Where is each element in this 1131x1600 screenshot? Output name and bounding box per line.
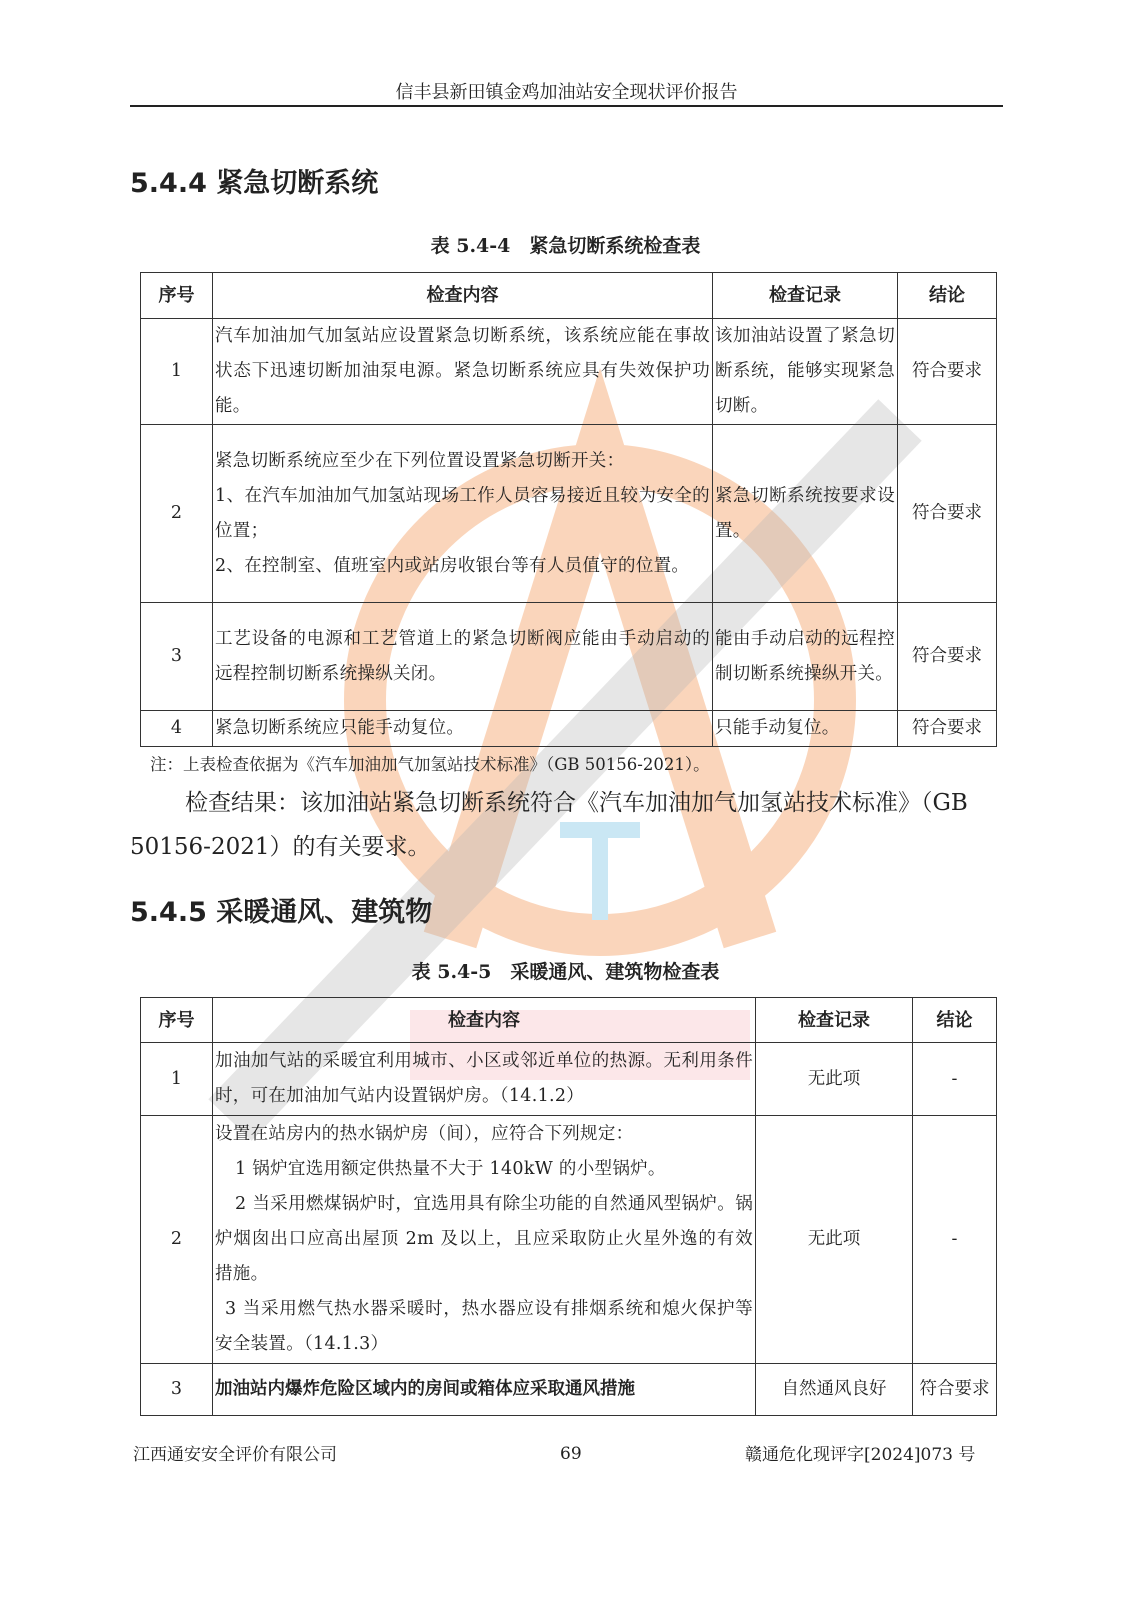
check-result: 符合要求 bbox=[898, 711, 997, 747]
check-record: 无此项 bbox=[756, 1043, 913, 1116]
col-header: 序号 bbox=[141, 998, 213, 1043]
content-line: 2、在控制室、值班室内或站房收银台等有人员值守的位置。 bbox=[215, 555, 690, 576]
content-line: 1 锅炉宜选用额定供热量不大于 140kW 的小型锅炉。 bbox=[235, 1159, 666, 1179]
row-number: 1 bbox=[141, 1043, 213, 1116]
section-heading-5-4-4: 5.4.4 紧急切断系统 bbox=[130, 168, 379, 199]
check-result: 符合要求 bbox=[898, 319, 997, 425]
table-caption-5-4-4: 表 5.4-4 紧急切断系统检查表 bbox=[430, 235, 701, 257]
check-record: 无此项 bbox=[756, 1116, 913, 1364]
check-content bbox=[213, 1116, 756, 1364]
page-number: 69 bbox=[560, 1444, 582, 1464]
header-rule bbox=[130, 105, 1003, 107]
check-content: 汽车加油加气加氢站应设置紧急切断系统，该系统应能在事故状态下迅速切断加油泵电源。紧急切断系统应具有失效保护功能。 bbox=[213, 319, 713, 425]
check-record: 能由手动启动的远程控制切断系统操纵开关。 bbox=[713, 603, 898, 711]
row-number: 2 bbox=[141, 425, 213, 603]
table-caption-5-4-5: 表 5.4-5 采暖通风、建筑物检查表 bbox=[411, 961, 720, 983]
check-content: 工艺设备的电源和工艺管道上的紧急切断阀应能由手动启动的远程控制切断系统操纵关闭。 bbox=[213, 603, 713, 711]
content-line: 3 当采用燃气热水器采暖时，热水器应设有排烟系统和熄火保护等安全装置。（14.1.3） bbox=[215, 1299, 753, 1354]
document-number: 赣通危化现评字[2024]073 号 bbox=[745, 1445, 976, 1465]
check-content: 加油加气站的采暖宜利用城市、小区或邻近单位的热源。无利用条件时，可在加油加气站内设置锅炉房。（14.1.2） bbox=[213, 1043, 756, 1116]
check-content: 紧急切断系统应只能手动复位。 bbox=[213, 711, 713, 747]
table-row bbox=[141, 1043, 997, 1116]
table-row bbox=[141, 319, 997, 425]
row-number: 2 bbox=[141, 1116, 213, 1364]
table-row bbox=[141, 1116, 997, 1364]
content-line: 设置在站房内的热水锅炉房（间），应符合下列规定： bbox=[215, 1124, 634, 1144]
section-heading-5-4-5: 5.4.5 采暖通风、建筑物 bbox=[130, 897, 433, 928]
check-content: 加油站内爆炸危险区域内的房间或箱体应采取通风措施 bbox=[213, 1364, 756, 1416]
col-header: 序号 bbox=[141, 273, 213, 319]
col-header: 检查内容 bbox=[213, 273, 713, 319]
footer-company: 江西通安安全评价有限公司 bbox=[133, 1445, 337, 1465]
table-row bbox=[141, 603, 997, 711]
table-header-row bbox=[141, 273, 997, 319]
table-note: 注：上表检查依据为《汽车加油加气加氢站技术标准》（GB 50156-2021）。 bbox=[150, 755, 710, 774]
row-number: 4 bbox=[141, 711, 213, 747]
table-row bbox=[141, 711, 997, 747]
check-record: 只能手动复位。 bbox=[713, 711, 898, 747]
check-result: - bbox=[913, 1116, 997, 1364]
check-record: 该加油站设置了紧急切断系统，能够实现紧急切断。 bbox=[713, 319, 898, 425]
table-5-4-4 bbox=[140, 272, 997, 747]
table-5-4-5 bbox=[140, 997, 997, 1416]
check-content bbox=[213, 425, 713, 603]
col-header: 检查记录 bbox=[713, 273, 898, 319]
row-number: 3 bbox=[141, 603, 213, 711]
col-header: 结论 bbox=[898, 273, 997, 319]
check-result: 符合要求 bbox=[898, 603, 997, 711]
col-header: 结论 bbox=[913, 998, 997, 1043]
content-line: 1、在汽车加油加气加氢站现场工作人员容易接近且较为安全的位置； bbox=[215, 485, 710, 541]
col-header: 检查记录 bbox=[756, 998, 913, 1043]
check-result: 符合要求 bbox=[898, 425, 997, 603]
content-line: 紧急切断系统应至少在下列位置设置紧急切断开关： bbox=[215, 450, 625, 471]
page-body bbox=[0, 166, 1131, 1416]
content-line: 2 当采用燃煤锅炉时，宜选用具有除尘功能的自然通风型锅炉。锅炉烟囱出口应高出屋顶 2m 及以上，且应采取防止火星外逸的有效措施。 bbox=[215, 1194, 753, 1284]
check-record: 自然通风良好 bbox=[756, 1364, 913, 1416]
check-result: 符合要求 bbox=[913, 1364, 997, 1416]
running-header: 信丰县新田镇金鸡加油站安全现状评价报告 bbox=[395, 82, 738, 103]
table-row bbox=[141, 1364, 997, 1416]
row-number: 3 bbox=[141, 1364, 213, 1416]
conclusion-paragraph: 检查结果：该加油站紧急切断系统符合《汽车加油加气加氢站技术标准》（GB 50156-2021）的有关要求。 bbox=[130, 790, 968, 860]
check-result: - bbox=[913, 1043, 997, 1116]
col-header: 检查内容 bbox=[213, 998, 756, 1043]
table-row bbox=[141, 425, 997, 603]
row-number: 1 bbox=[141, 319, 213, 425]
table-header-row bbox=[141, 998, 997, 1043]
check-record: 紧急切断系统按要求设置。 bbox=[713, 425, 898, 603]
